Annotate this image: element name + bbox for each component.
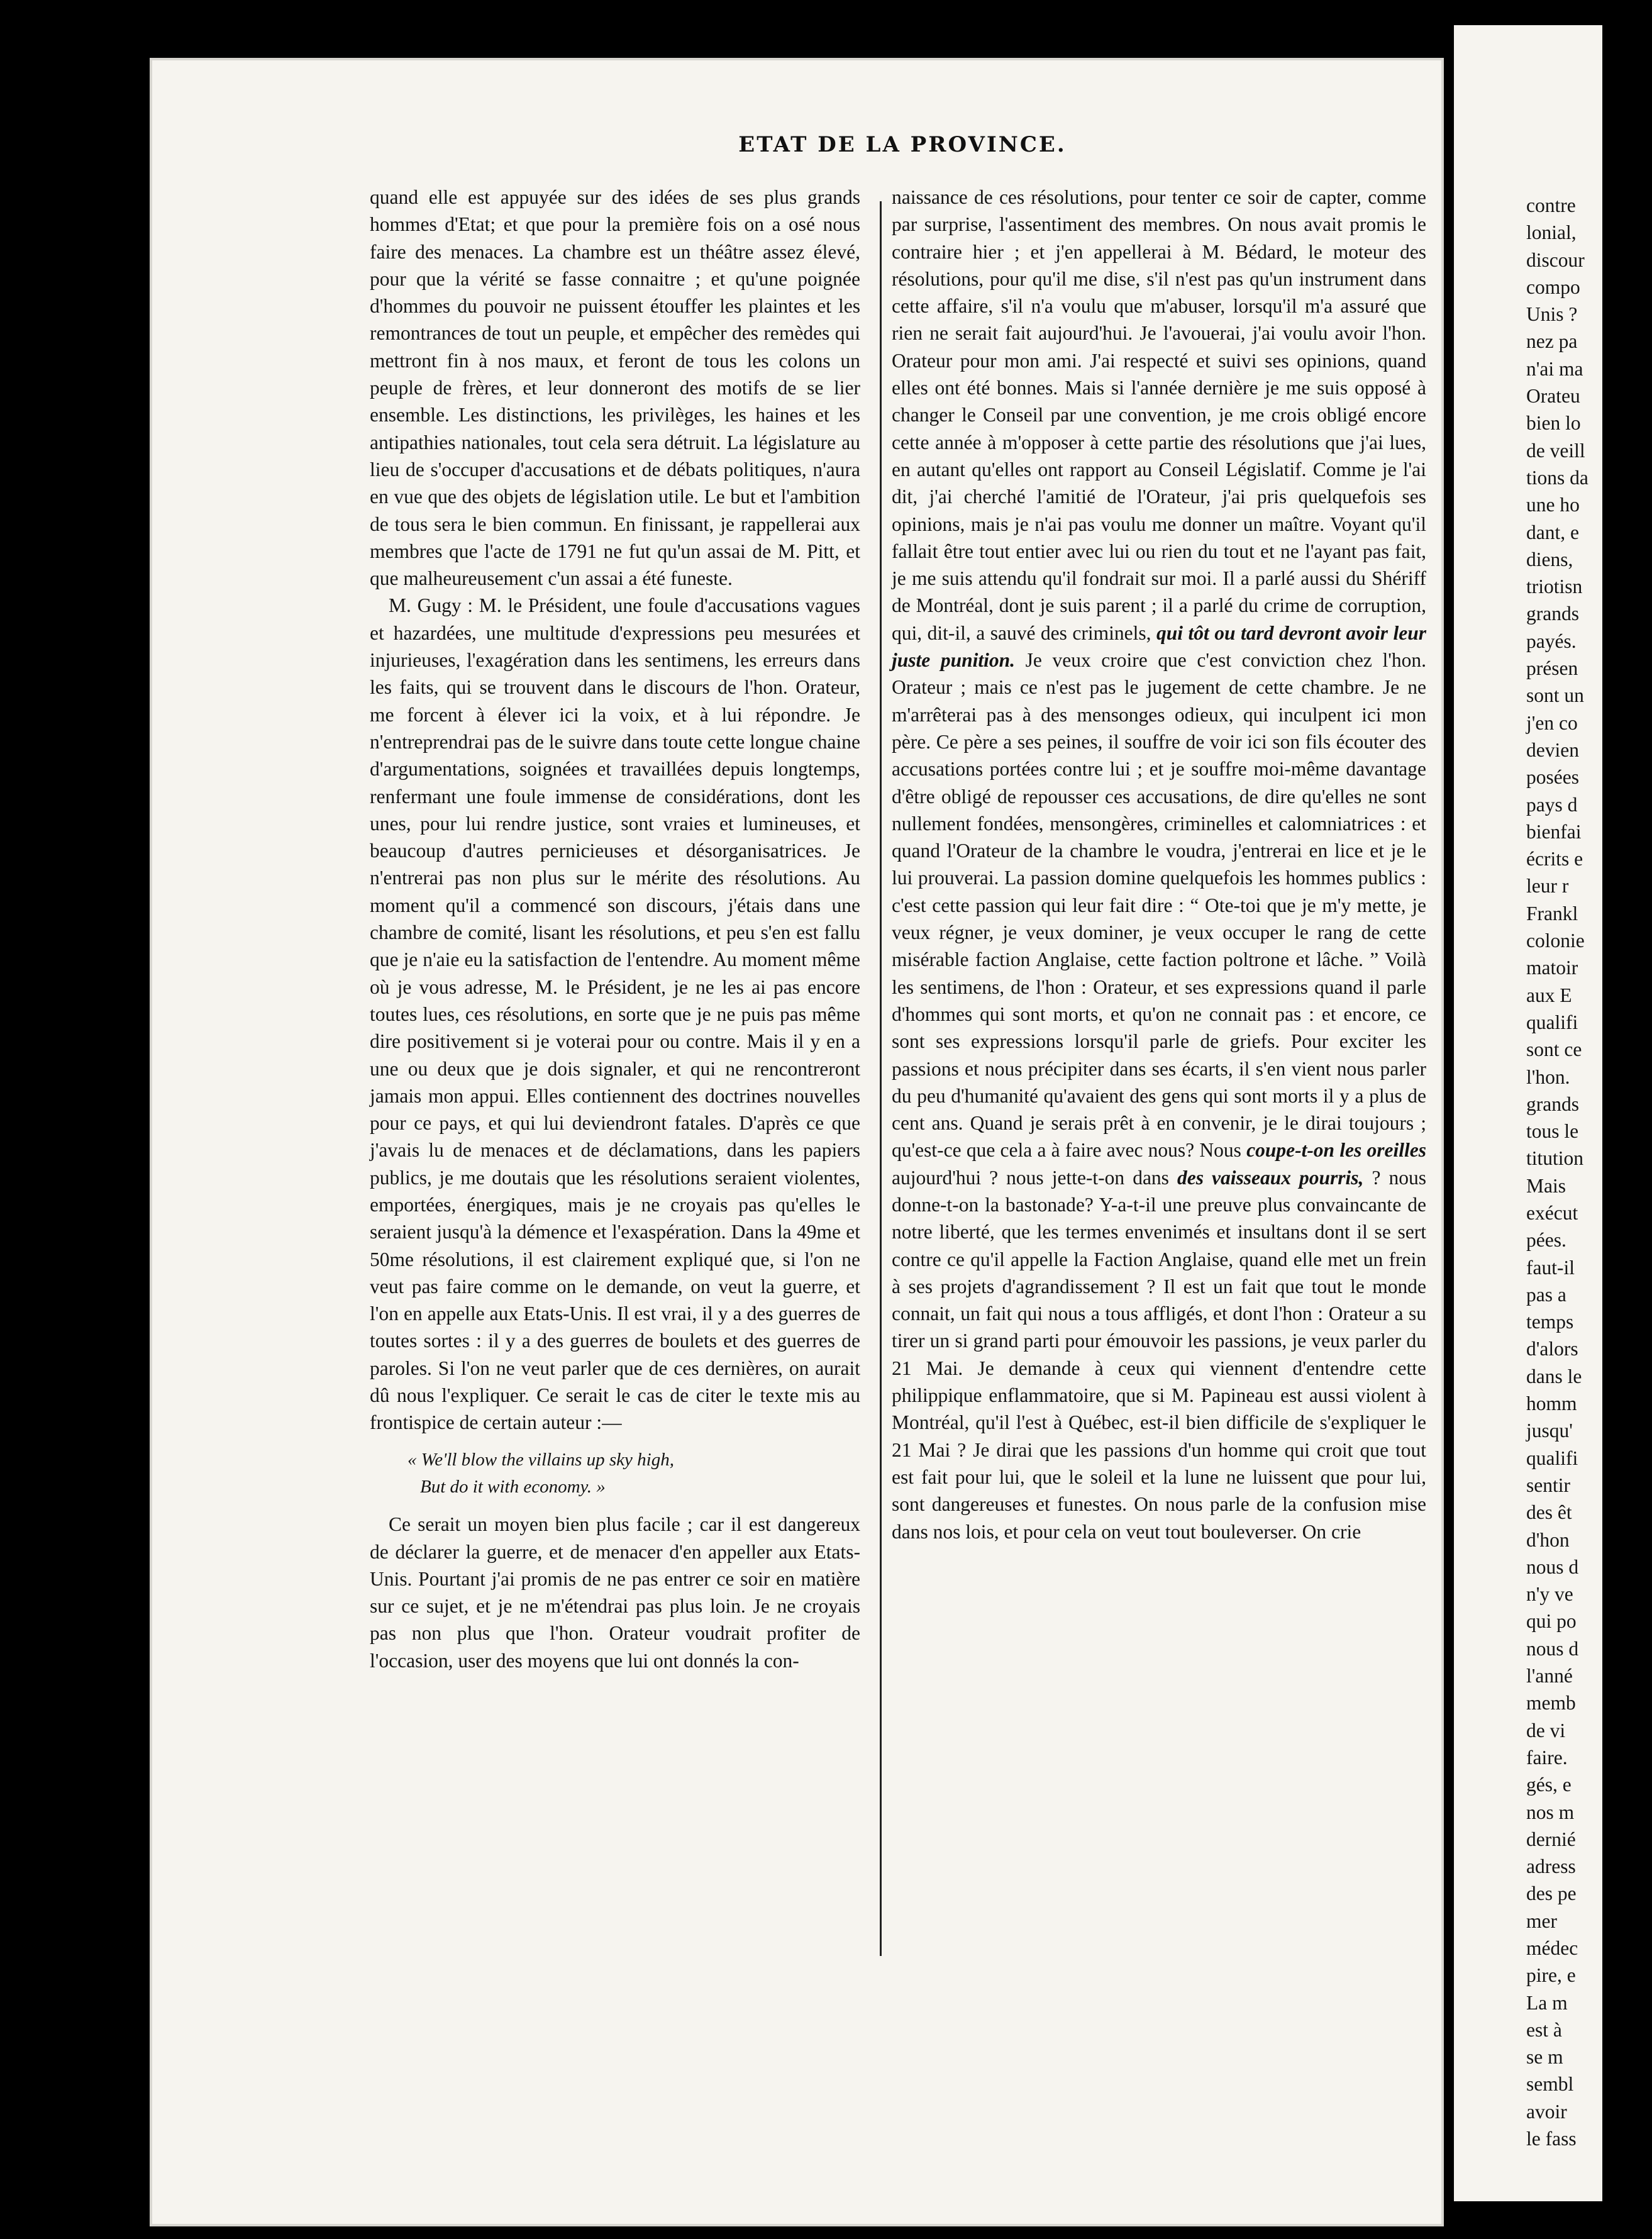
- text-line-fragment: une ho: [1526, 494, 1580, 516]
- text-line-fragment: colonie: [1526, 930, 1585, 952]
- text-line-fragment: grands: [1526, 603, 1579, 625]
- text-line-fragment: gés, e: [1526, 1774, 1572, 1796]
- text-line-fragment: sembl: [1526, 2073, 1574, 2096]
- text-line-fragment: se m: [1526, 2046, 1563, 2069]
- text-line-fragment: des pe: [1526, 1882, 1577, 1905]
- text-line-fragment: de veill: [1526, 439, 1585, 462]
- text-line-fragment: La m: [1526, 1991, 1568, 2014]
- text-line-fragment: matoir: [1526, 957, 1578, 979]
- text-line-fragment: n'y ve: [1526, 1583, 1573, 1606]
- text-line-fragment: titution: [1526, 1147, 1584, 1170]
- text-line-fragment: sentir: [1526, 1474, 1570, 1496]
- text-line-fragment: sont un: [1526, 684, 1584, 707]
- text-line-fragment: grands: [1526, 1092, 1579, 1115]
- paragraph: [892, 184, 1426, 1545]
- text-line-fragment: d'alors: [1526, 1338, 1578, 1360]
- middle-text-column: [892, 184, 1426, 1982]
- text-line-fragment: l'hon.: [1526, 1065, 1570, 1088]
- column-rule: [880, 201, 882, 1956]
- text-line-fragment: de vi: [1526, 1719, 1566, 1742]
- right-partial-column: [1526, 192, 1652, 2150]
- text-line-fragment: d'hon: [1526, 1528, 1570, 1551]
- text-line-fragment: des êt: [1526, 1501, 1572, 1524]
- text-run: Je veux croire que c'est conviction chez l'hon. Orateur ; mais ce n'est pas le jugement de cette chambre. Je ne m'arrêterai pas à des mensonges odieux, qui inculpent ici mon père. Ce père a ses peines, il souffre de voir ici son fils écouter des accusations portées contre lui ; et je souffre moi-même davantage d'être obligé de repousser ces accusations, de dire qu'elles ne sont nullement fondées, mensongères, criminelles et calomniatrices : et quand l'Orateur de la chambre le voudra, j'entrerai en lice et je le lui prouverai. La passion domine quelquefois les hommes publics : c'est cette passion qui leur fait dire : “ Ote-toi que je m'y mette, je veux régner, je veux dominer, je veux occuper le rang de cette misérable faction Anglaise, cette faction poltrone et lâche. ” Voilà les sentimens, de l'hon : Orateur, et ses expressions quand il parle d'hommes qui sont morts, et qu'on ne connait pas : et encore, ce sont ses expressions lorsqu'il parle de griefs. Pour exciter les passions et nous précipiter dans ses écarts, il s'en vient nous parler du peu d'humanité qu'avaient des gens qui sont morts il y a plus de cent ans. Quand je serais prêt à en convenir, je le dirai toujours ; qu'est-ce que cela a à faire avec nous? Nous: [892, 649, 1426, 1162]
- text-line-fragment: Orateu: [1526, 385, 1580, 408]
- text-line-fragment: qui po: [1526, 1610, 1577, 1633]
- text-line-fragment: est à: [1526, 2018, 1562, 2041]
- text-line-fragment: faut-il: [1526, 1256, 1575, 1279]
- text-line-fragment: payés.: [1526, 630, 1577, 652]
- quoted-verse-line: « We'll blow the villains up sky high,: [407, 1449, 674, 1470]
- text-line-fragment: bien lo: [1526, 412, 1581, 435]
- text-line-fragment: l'anné: [1526, 1665, 1573, 1687]
- text-line-fragment: présen: [1526, 657, 1578, 680]
- text-line-fragment: tous le: [1526, 1120, 1579, 1143]
- text-line-fragment: Frankl: [1526, 902, 1578, 925]
- text-line-fragment: lonial,: [1526, 221, 1577, 244]
- text-line-fragment: temps: [1526, 1311, 1574, 1333]
- text-line-fragment: n'ai ma: [1526, 357, 1583, 380]
- text-line-fragment: aux E: [1526, 984, 1572, 1006]
- text-line-fragment: nos m: [1526, 1801, 1575, 1823]
- text-line-fragment: qualifi: [1526, 1011, 1578, 1033]
- text-line-fragment: memb: [1526, 1692, 1576, 1714]
- text-line-fragment: j'en co: [1526, 711, 1578, 734]
- text-line-fragment: tions da: [1526, 466, 1588, 489]
- text-line-fragment: dernié: [1526, 1828, 1576, 1850]
- text-line-fragment: exécut: [1526, 1201, 1578, 1224]
- text-line-fragment: avoir: [1526, 2100, 1567, 2123]
- text-line-fragment: bienfai: [1526, 820, 1582, 843]
- text-run: aujourd'hui ? nous jette-t-on dans: [892, 1166, 1177, 1189]
- left-text-column: [370, 184, 860, 1982]
- emphasis: qui tôt ou tard devront avoir leur juste punition.: [892, 621, 1426, 672]
- text-line-fragment: pays d: [1526, 793, 1578, 816]
- text-line-fragment: Mais: [1526, 1174, 1566, 1197]
- text-line-fragment: adress: [1526, 1855, 1576, 1878]
- text-line-fragment: homm: [1526, 1392, 1577, 1415]
- text-line-fragment: pire, e: [1526, 1964, 1576, 1987]
- text-run: naissance de ces résolutions, pour tenter ce soir de capter, comme par surprise, l'assentiment des membres. On nous avait promis le contraire hier ; et j'en appellerai à M. Bédard, le moteur des résolutions, pour qu'il me dise, s'il n'est pas qu'un instrument dans cette affaire, s'il n'a voulu que m'abuser, lorsqu'il m'a assuré que rien ne serait fait aujourd'hui. Je l'avouerai, j'ai voulu avoir l'hon. Orateur pour mon ami. J'ai respecté et suivi ses opinions, quand elles ont été bonnes. Mais si l'année dernière je me suis opposé à changer le Conseil par une convention, je me crois obligé encore cette année à m'opposer à cette partie des résolutions que j'ai lues, en autant qu'elles ont rapport au Conseil Législatif. Comme je l'ai dit, j'ai cherché l'amitié de l'Orateur, j'ai pris quelquefois ses opinions, mais je n'ai pas voulu me donner un maître. Voyant qu'il fallait être tout entier avec lui ou rien du tout et ne l'ayant pas fait, je me suis attendu qu'il fondrait sur moi. Il a parlé aussi du Shériff de Montréal, dont je suis parent ; il a parlé du crime de corruption, qui, dit-il, a sauvé des criminels,: [892, 186, 1426, 644]
- text-line-fragment: posées: [1526, 766, 1579, 789]
- text-line-fragment: le fass: [1526, 2128, 1577, 2150]
- running-head: ETAT DE LA PROVINCE.: [738, 132, 1067, 157]
- text-line-fragment: qualifi: [1526, 1447, 1578, 1469]
- paragraph: quand elle est appuyée sur des idées de ses plus grands hommes d'Etat; et que pour la première fois on a osé nous faire des menaces. La chambre est un théâtre assez élevé, pour que la vérité se fasse connaitre ; et qu'une poignée d'hommes du pouvoir ne puissent étouffer les plaintes et les remontrances de tout un peuple, et empêcher des remèdes qui mettront fin à nos maux, et feront de tous les colons un peuple de frères, et leur donneront des motifs de se lier ensemble. Les distinctions, les privilèges, les haines et les antipathies nationales, tout cela sera détruit. La législature au lieu de s'occuper d'accusations et de débats politiques, n'aura en vue que des objets de législation utile. Le but et l'ambition de tous sera le bien commun. En finissant, je rappellerai aux membres que l'acte de 1791 ne fut qu'un assai de M. Pitt, et que malheureusement c'un assai a été funeste.: [370, 186, 860, 590]
- text-line-fragment: jusqu': [1526, 1420, 1573, 1442]
- text-line-fragment: contre: [1526, 194, 1576, 216]
- text-line-fragment: mer: [1526, 1909, 1557, 1932]
- text-line-fragment: dant, e: [1526, 521, 1579, 543]
- text-line-fragment: sont ce: [1526, 1038, 1582, 1061]
- emphasis: des vaisseaux pourris,: [1177, 1166, 1364, 1189]
- quoted-verse-line: But do it with economy. »: [420, 1476, 606, 1497]
- text-line-fragment: faire.: [1526, 1746, 1568, 1769]
- text-line-fragment: leur r: [1526, 875, 1569, 897]
- text-line-fragment: médec: [1526, 1937, 1578, 1959]
- text-line-fragment: pées.: [1526, 1229, 1566, 1252]
- text-line-fragment: écrits e: [1526, 848, 1583, 870]
- text-line-fragment: devien: [1526, 738, 1579, 761]
- text-run: ? nous donne-t-on la bastonade? Y-a-t-il une preuve plus convaincante de notre liberté, que les termes envenimés et insultans dont il se sert contre ce qu'il appelle la Faction Anglaise, quand elle met un frein à ses projets d'agrandissement ? Il est un fait que tout le monde connait, un fait qui nous a tous affligés, et dont l'hon : Orateur a su tirer un si grand parti pour émouvoir les passions, je veux parler du 21 Mai. Je demande à ceux qui viennent d'entendre cette philippique enflammatoire, que si M. Papineau est aussi violent à Montréal, qu'il l'est à Québec, est-il bien difficile de s'expliquer le 21 Mai ? Je dirai que les passions d'un homme qui croit que tout est fait pour lui, que le soleil et la lune ne luissent que pour lui, sont dangereuses et funestes. On nous parle de la confusion mise dans nos lois, et pour cela on veut tout bouleverser. On crie: [892, 1166, 1426, 1543]
- text-line-fragment: dans le: [1526, 1365, 1582, 1387]
- text-line-fragment: nez pa: [1526, 330, 1578, 353]
- paragraph: M. Gugy : M. le Président, une foule d'accusations vagues et hazardées, une multitude d'expressions peu mesurées et injurieuses, l'exagération dans les sentimens, les erreurs dans les faits, qui se trouvent dans le discours de l'hon. Orateur, me forcent à élever ici la voix, et à lui répondre. Je n'entreprendrai pas de le suivre dans toute cette longue chaine d'argumentations, soignées et travaillées depuis longtemps, renfermant une foule immense de considérations, dont les unes, pour lui rendre justice, sont vraies et lumineuses, et beaucoup d'autres pernicieuses et désorganisatrices. Je n'entrerai pas non plus sur le mérite des résolutions. Au moment qu'il a commencé son discours, j'étais dans une chambre de comité, lisant les résolutions, et peu s'en est fallu que je n'aie eu la satisfaction de l'entendre. Au moment même où je vous adresse, M. le Président, je ne les ai pas encore toutes lues, ces résolutions, en sorte que je ne puis pas même dire positivement si je voterai pour ou contre. Mais il y en a une ou deux que je dois signaler, et qui ne rencontreront jamais mon appui. Elles contiennent des doctrines nouvelles pour ce pays, et qui lui deviendront fatales. D'après ce que j'avais lu de menaces et de déclamations, dans les papiers publics, je me doutais que les résolutions seraient violentes, emportées, énergiques, mais je ne croyais pas qu'elles le seraient jusqu'à la démence et l'exaspération. Dans la 49me et 50me résolutions, il est clairement expliqué que, si l'on ne veut pas faire comme on le demande, on veut la guerre, et l'on en appelle aux Etats-Unis. Il est vrai, il y a des guerres de toutes sortes : il y a des guerres de boulets et des guerres de paroles. Si l'on ne veut parler que de ces dernières, on aurait dû nous l'expliquer. Ce serait le cas de citer le texte mis au frontispice de certain auteur :—: [370, 594, 860, 1434]
- emphasis: coupe-t-on les oreilles: [1246, 1139, 1426, 1162]
- text-line-fragment: pas a: [1526, 1283, 1566, 1306]
- text-line-fragment: compo: [1526, 275, 1580, 298]
- text-line-fragment: Unis ?: [1526, 303, 1578, 326]
- text-line-fragment: discour: [1526, 248, 1585, 271]
- paragraph: Ce serait un moyen bien plus facile ; car il est dangereux de déclarer la guerre, et de menacer d'en appeller aux Etats-Unis. Pourtant j'ai promis de ne pas entrer ce soir en matière sur ce sujet, et je ne m'étendrai pas plus loin. Je ne croyais pas non plus que l'hon. Orateur voudrait profiter de l'occasion, user des moyens que lui ont donnés la con-: [370, 1513, 860, 1672]
- text-line-fragment: triotisn: [1526, 575, 1583, 598]
- text-line-fragment: nous d: [1526, 1637, 1579, 1660]
- text-line-fragment: diens,: [1526, 548, 1573, 570]
- text-line-fragment: nous d: [1526, 1555, 1579, 1578]
